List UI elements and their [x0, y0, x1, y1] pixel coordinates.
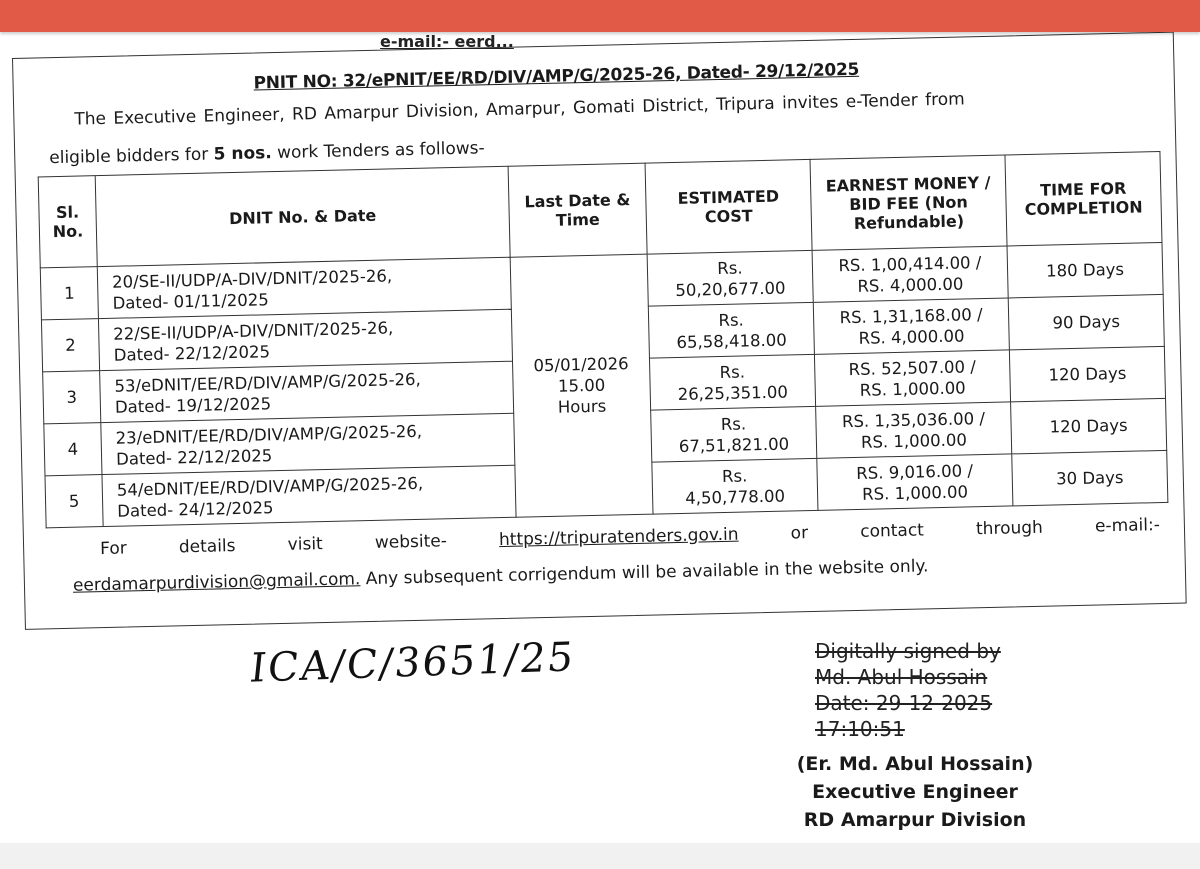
sl-cell: 5 — [45, 475, 103, 528]
header-cost: ESTIMATED COST — [645, 159, 812, 254]
time-cell: 30 Days — [1012, 450, 1168, 506]
footer-word: For — [99, 538, 127, 560]
footer-word: website- — [374, 531, 448, 553]
sl-cell: 2 — [41, 319, 99, 372]
dnit-no: 22/SE-II/UDP/A-DIV/DNIT/2025-26, — [113, 317, 394, 344]
tender-notice — [12, 32, 1187, 630]
dnit-date: Dated- 22/12/2025 — [115, 445, 273, 469]
cost-value: 67,51,821.00 — [678, 433, 790, 456]
cost-cell — [649, 354, 815, 410]
emd-value: RS. 1,00,414.00 / — [838, 252, 982, 275]
top-bar — [0, 0, 1200, 32]
dnit-no: 23/eDNIT/EE/RD/DIV/AMP/G/2025-26, — [115, 421, 423, 448]
cost-label: Rs. — [718, 309, 744, 330]
footer-word: contact — [860, 520, 925, 542]
cost-label: Rs. — [719, 361, 746, 382]
cost-value: 4,50,778.00 — [685, 486, 786, 508]
emd-value: RS. 1,31,168.00 / — [839, 304, 983, 327]
fee-value: RS. 1,000.00 — [859, 377, 966, 400]
header-sl: Sl. No. — [38, 176, 97, 268]
cost-cell — [652, 458, 818, 514]
dnit-cell — [98, 309, 512, 370]
footer-line2 — [73, 556, 929, 595]
emd-value: RS. 9,016.00 / — [856, 460, 974, 483]
tender-table — [38, 151, 1169, 528]
officer-title: Executive Engineer — [812, 781, 1018, 803]
last-time-unit: Hours — [557, 396, 607, 417]
sl-cell: 1 — [40, 267, 98, 320]
sl-cell: 4 — [44, 423, 102, 476]
emd-cell — [814, 350, 1010, 406]
intro-line1: The Executive Engineer, RD Amarpur Division, Amarpur, Gomati District, Tripura invites e-Tender from — [74, 89, 965, 130]
footer-text: Any subsequent corrigendum will be available in the website only. — [360, 556, 929, 590]
fee-value: RS. 4,000.00 — [858, 325, 965, 348]
cost-value: 26,25,351.00 — [677, 381, 789, 404]
fee-value: RS. 4,000.00 — [857, 273, 964, 296]
footer-word: e-mail:- — [1094, 515, 1161, 537]
dnit-no: 53/eDNIT/EE/RD/DIV/AMP/G/2025-26, — [114, 369, 421, 396]
header-last-date: Last Date & Time — [508, 163, 647, 257]
footer-word: through — [975, 517, 1044, 540]
handwritten-reference: ICA/C/3651/25 — [247, 634, 578, 692]
intro-count: 5 nos. — [213, 143, 272, 165]
officer-name: (Er. Md. Abul Hossain) — [796, 753, 1034, 775]
time-cell: 90 Days — [1008, 294, 1164, 350]
dnit-cell — [102, 465, 516, 526]
intro-line2 — [49, 138, 485, 168]
email-link[interactable]: eerdamarpurdivision@gmail.com. — [72, 569, 361, 596]
fee-value: RS. 1,000.00 — [861, 481, 969, 504]
emd-cell — [817, 454, 1013, 510]
emd-cell — [816, 402, 1012, 458]
cost-value: 65,58,418.00 — [676, 329, 787, 352]
footer-word: details — [178, 536, 236, 558]
footer-word: visit — [287, 534, 323, 555]
officer-division: RD Amarpur Division — [803, 809, 1027, 831]
signature-line: Md. Abul Hossain — [815, 665, 988, 689]
digital-signature — [815, 638, 1001, 742]
dnit-cell — [100, 361, 514, 422]
dnit-cell — [101, 413, 515, 474]
intro-text: work Tenders as follows- — [271, 138, 485, 164]
cut-heading: e-mail:- eerd... — [380, 32, 514, 51]
cost-label: Rs. — [721, 465, 748, 486]
dnit-date: Dated- 01/11/2025 — [112, 289, 269, 313]
cost-cell — [651, 406, 817, 462]
pnit-title: PNIT NO: 32/ePNIT/EE/RD/DIV/AMP/G/2025-26, Dated- 29/12/2025 — [253, 59, 860, 94]
dnit-date: Dated- 19/12/2025 — [114, 393, 272, 417]
officer-block — [780, 750, 1050, 834]
time-cell: 120 Days — [1009, 346, 1165, 402]
emd-value: RS. 52,507.00 / — [848, 356, 977, 379]
time-cell: 180 Days — [1007, 242, 1163, 298]
last-time: 15.00 — [557, 375, 606, 396]
signature-line: Date: 29-12-2025 — [815, 691, 993, 715]
cost-label: Rs. — [720, 413, 747, 434]
bottom-bar — [0, 843, 1200, 869]
dnit-date: Dated- 22/12/2025 — [113, 341, 271, 365]
emd-cell — [813, 298, 1009, 354]
emd-value: RS. 1,35,036.00 / — [841, 408, 986, 431]
last-date-cell — [510, 254, 653, 517]
dnit-no: 20/SE-II/UDP/A-DIV/DNIT/2025-26, — [111, 265, 393, 292]
dnit-date: Dated- 24/12/2025 — [117, 497, 274, 521]
footer-word: or — [790, 523, 809, 544]
header-emd: EARNEST MONEY / BID FEE (Non Refundable) — [810, 155, 1007, 250]
cost-cell — [648, 302, 814, 358]
fee-value: RS. 1,000.00 — [860, 429, 968, 452]
cost-cell — [647, 250, 813, 306]
dnit-no: 54/eDNIT/EE/RD/DIV/AMP/G/2025-26, — [116, 473, 424, 500]
intro-text: eligible bidders for — [49, 144, 214, 169]
signature-line: 17:10:51 — [815, 717, 905, 741]
dnit-cell — [97, 257, 511, 318]
last-date: 05/01/2026 — [533, 354, 629, 376]
cost-label: Rs. — [717, 257, 743, 278]
header-dnit: DNIT No. & Date — [95, 166, 510, 266]
emd-cell — [812, 246, 1008, 302]
website-link[interactable]: https://tripuratenders.gov.in — [498, 524, 739, 551]
header-time: TIME FOR COMPLETION — [1005, 151, 1162, 245]
cost-value: 50,20,677.00 — [675, 278, 786, 300]
time-cell: 120 Days — [1011, 398, 1167, 454]
signature-line: Digitally signed by — [815, 639, 1001, 663]
sl-cell: 3 — [43, 371, 101, 424]
